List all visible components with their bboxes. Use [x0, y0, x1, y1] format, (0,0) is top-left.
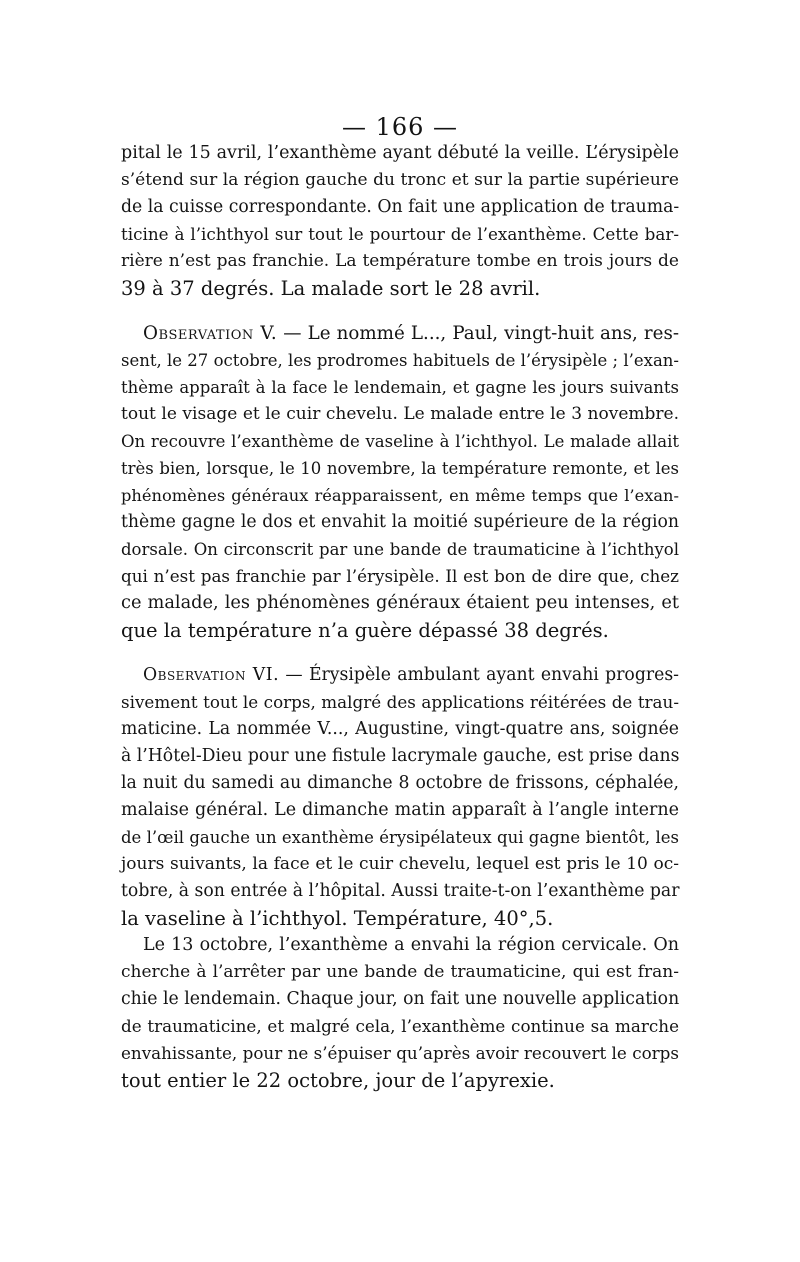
- text-line: malaise général. Le dimanche matin apparaît à l’angle interne: [121, 800, 679, 820]
- text-line: à l’Hôtel-Dieu pour une fistule lacrymale gauche, est prise dans: [121, 746, 680, 766]
- observation-heading: Observation V.: [143, 323, 278, 344]
- paragraph-continuation: [121, 140, 679, 302]
- text-line: [121, 320, 679, 347]
- text-line: ticine à l’ichthyol sur tout le pourtour de l’exanthème. Cette bar-: [121, 224, 679, 244]
- text-line: que la température n’a guère dépassé 38 degrés.: [121, 619, 609, 642]
- text-line: s’étend sur la région gauche du tronc et sur la partie supérieure: [121, 170, 679, 190]
- text-line: rière n’est pas franchie. La température tombe en trois jours de: [121, 251, 679, 271]
- text-line: la vaseline à l’ichthyol. Température, 40°,5.: [121, 907, 554, 930]
- text-line: [121, 662, 679, 689]
- text-line-content: — Le nommé L..., Paul, vingt-huit ans, res-: [277, 323, 679, 344]
- page-number: — 166 —: [341, 113, 459, 141]
- text-line: pital le 15 avril, l’exanthème ayant débuté la veille. L’érysipèle: [121, 143, 679, 163]
- text-line: maticine. La nommée V..., Augustine, vingt-quatre ans, soignée: [121, 719, 679, 739]
- text-line: phénomènes généraux réapparaissent, en même temps que l’exan-: [121, 486, 679, 505]
- text-line: envahissante, pour ne s’épuiser qu’après avoir recouvert le corps: [121, 1043, 679, 1063]
- text-line: tobre, à son entrée à l’hôpital. Aussi traite-t-on l’exanthème par: [121, 881, 680, 901]
- text-line: sent, le 27 octobre, les prodromes habituels de l’érysipèle ; l’exan-: [121, 351, 679, 370]
- text-line: ce malade, les phénomènes généraux étaient peu intenses, et: [121, 593, 679, 613]
- paragraph-observation-v: [121, 320, 679, 644]
- text-line: tout le visage et le cuir chevelu. Le malade entre le 3 novembre.: [121, 404, 679, 424]
- text-line: chie le lendemain. Chaque jour, on fait une nouvelle application: [121, 989, 680, 1009]
- text-line: de la cuisse correspondante. On fait une application de trauma-: [121, 197, 680, 217]
- text-line: de l’œil gauche un exanthème érysipélateux qui gagne bientôt, les: [121, 828, 679, 847]
- text-line: cherche à l’arrêter par une bande de traumaticine, qui est fran-: [121, 962, 679, 982]
- text-line: de traumaticine, et malgré cela, l’exanthème continue sa marche: [121, 1016, 679, 1036]
- text-line: dorsale. On circonscrit par une bande de traumaticine à l’ichthyol: [121, 540, 679, 559]
- text-line: tout entier le 22 octobre, jour de l’apyrexie.: [121, 1069, 555, 1092]
- paragraph: [121, 932, 679, 1094]
- text-line: 39 à 37 degrés. La malade sort le 28 avril.: [121, 277, 541, 300]
- text-line: la nuit du samedi au dimanche 8 octobre de frissons, céphalée,: [121, 773, 679, 793]
- text-line: très bien, lorsque, le 10 novembre, la température remonte, et les: [121, 459, 679, 478]
- text-line: thème apparaît à la face le lendemain, et gagne les jours suivants: [121, 378, 679, 397]
- text-line: On recouvre l’exanthème de vaseline à l’ichthyol. Le malade allait: [121, 432, 679, 451]
- observation-heading: Observation VI.: [143, 665, 280, 685]
- text-line: sivement tout le corps, malgré des applications réitérées de trau-: [121, 692, 679, 712]
- text-line: thème gagne le dos et envahit la moitié supérieure de la région: [121, 512, 679, 532]
- text-line-content: — Érysipèle ambulant ayant envahi progres-: [279, 665, 679, 685]
- paragraph-observation-vi: [121, 662, 679, 932]
- body-text: [121, 140, 679, 1094]
- text-line: qui n’est pas franchie par l’érysipèle. Il est bon de dire que, chez: [121, 566, 679, 586]
- text-line: Le 13 octobre, l’exanthème a envahi la région cervicale. On: [143, 935, 679, 955]
- text-line: jours suivants, la face et le cuir chevelu, lequel est pris le 10 oc-: [121, 854, 679, 874]
